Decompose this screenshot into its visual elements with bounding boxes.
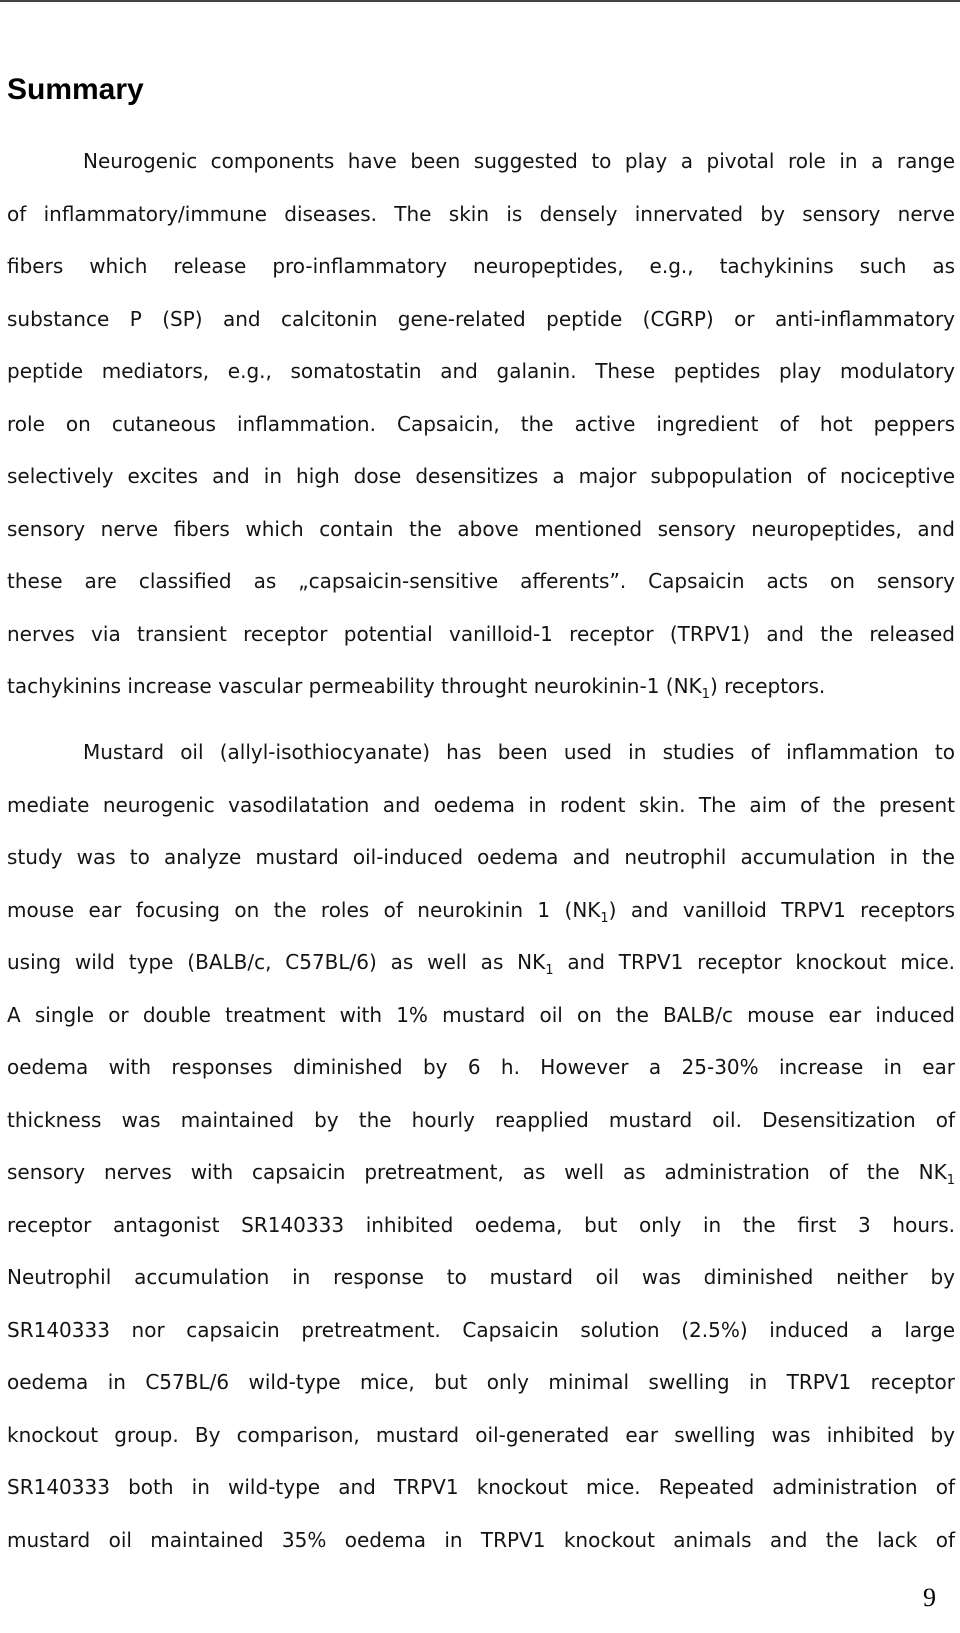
text-line — [7, 884, 955, 937]
subscript: 1 — [946, 1173, 955, 1188]
text-line: peptide mediators, e.g., somatostatin and galanin. These peptides play modulatory — [7, 359, 955, 383]
text-fragment: ) and vanilloid TRPV1 receptors — [608, 897, 955, 922]
summary-paragraph-1 — [7, 135, 955, 713]
text-line: Neutrophil accumulation in response to mustard oil was diminished neither by — [7, 1265, 955, 1289]
text-line: receptor antagonist SR140333 inhibited oedema, but only in the first 3 hours. — [7, 1212, 955, 1237]
subscript: 1 — [600, 910, 609, 926]
text-fragment: mouse ear focusing on the roles of neurokinin 1 (NK — [7, 897, 601, 922]
text-line: A single or double treatment with 1% mustard oil on the BALB/c mouse ear induced — [7, 1002, 955, 1027]
top-rule — [0, 0, 960, 2]
subscript: 1 — [545, 963, 554, 978]
text-fragment: using wild type (BALB/c, C57BL/6) as well as NK — [7, 950, 546, 974]
text-line: oedema in C57BL/6 wild-type mice, but only minimal swelling in TRPV1 receptor — [7, 1370, 955, 1394]
text-line: mediate neurogenic vasodilatation and oedema in rodent skin. The aim of the present — [7, 792, 955, 817]
page-number: 9 — [923, 1583, 936, 1612]
text-line — [7, 660, 955, 713]
text-line: mustard oil maintained 35% oedema in TRPV1 knockout animals and the lack of — [7, 1527, 955, 1552]
summary-paragraph-2 — [7, 726, 955, 1566]
text-line: thickness was maintained by the hourly reapplied mustard oil. Desensitization of — [7, 1107, 955, 1132]
text-fragment: ) receptors. — [709, 674, 826, 698]
text-line: selectively excites and in high dose desensitizes a major subpopulation of nociceptive — [7, 464, 955, 488]
text-line: substance P (SP) and calcitonin gene-related peptide (CGRP) or anti-inflammatory — [7, 306, 955, 331]
text-fragment: tachykinins increase vascular permeability throught neurokinin-1 (NK — [7, 674, 702, 698]
text-line: nerves via transient receptor potential vanilloid-1 receptor (TRPV1) and the released — [7, 621, 955, 646]
text-line: knockout group. By comparison, mustard oil-generated ear swelling was inhibited by — [7, 1422, 955, 1447]
text-fragment: and TRPV1 receptor knockout mice. — [553, 950, 955, 974]
text-fragment: sensory nerves with capsaicin pretreatment, as well as administration of the NK — [7, 1160, 947, 1184]
text-line — [7, 936, 955, 989]
subscript: 1 — [701, 687, 710, 702]
text-line: these are classified as „capsaicin-sensitive afferents”. Capsaicin acts on sensory — [7, 569, 955, 593]
text-line: role on cutaneous inflammation. Capsaicin, the active ingredient of hot peppers — [7, 411, 955, 436]
text-line: study was to analyze mustard oil-induced oedema and neutrophil accumulation in the — [7, 845, 955, 869]
text-line: sensory nerve fibers which contain the above mentioned sensory neuropeptides, and — [7, 516, 955, 541]
section-heading: Summary — [7, 73, 144, 106]
text-line: Mustard oil (allyl-isothiocyanate) has been used in studies of inflammation to — [83, 740, 955, 764]
text-line: SR140333 nor capsaicin pretreatment. Capsaicin solution (2.5%) induced a large — [7, 1317, 955, 1342]
text-line — [7, 1146, 955, 1199]
text-line: Neurogenic components have been suggested to play a pivotal role in a range — [83, 149, 955, 173]
text-line: oedema with responses diminished by 6 h. However a 25-30% increase in ear — [7, 1055, 955, 1079]
text-line: fibers which release pro-inflammatory neuropeptides, e.g., tachykinins such as — [7, 254, 955, 278]
text-line: SR140333 both in wild-type and TRPV1 knockout mice. Repeated administration of — [7, 1475, 955, 1499]
text-line: of inflammatory/immune diseases. The skin is densely innervated by sensory nerve — [7, 201, 955, 226]
